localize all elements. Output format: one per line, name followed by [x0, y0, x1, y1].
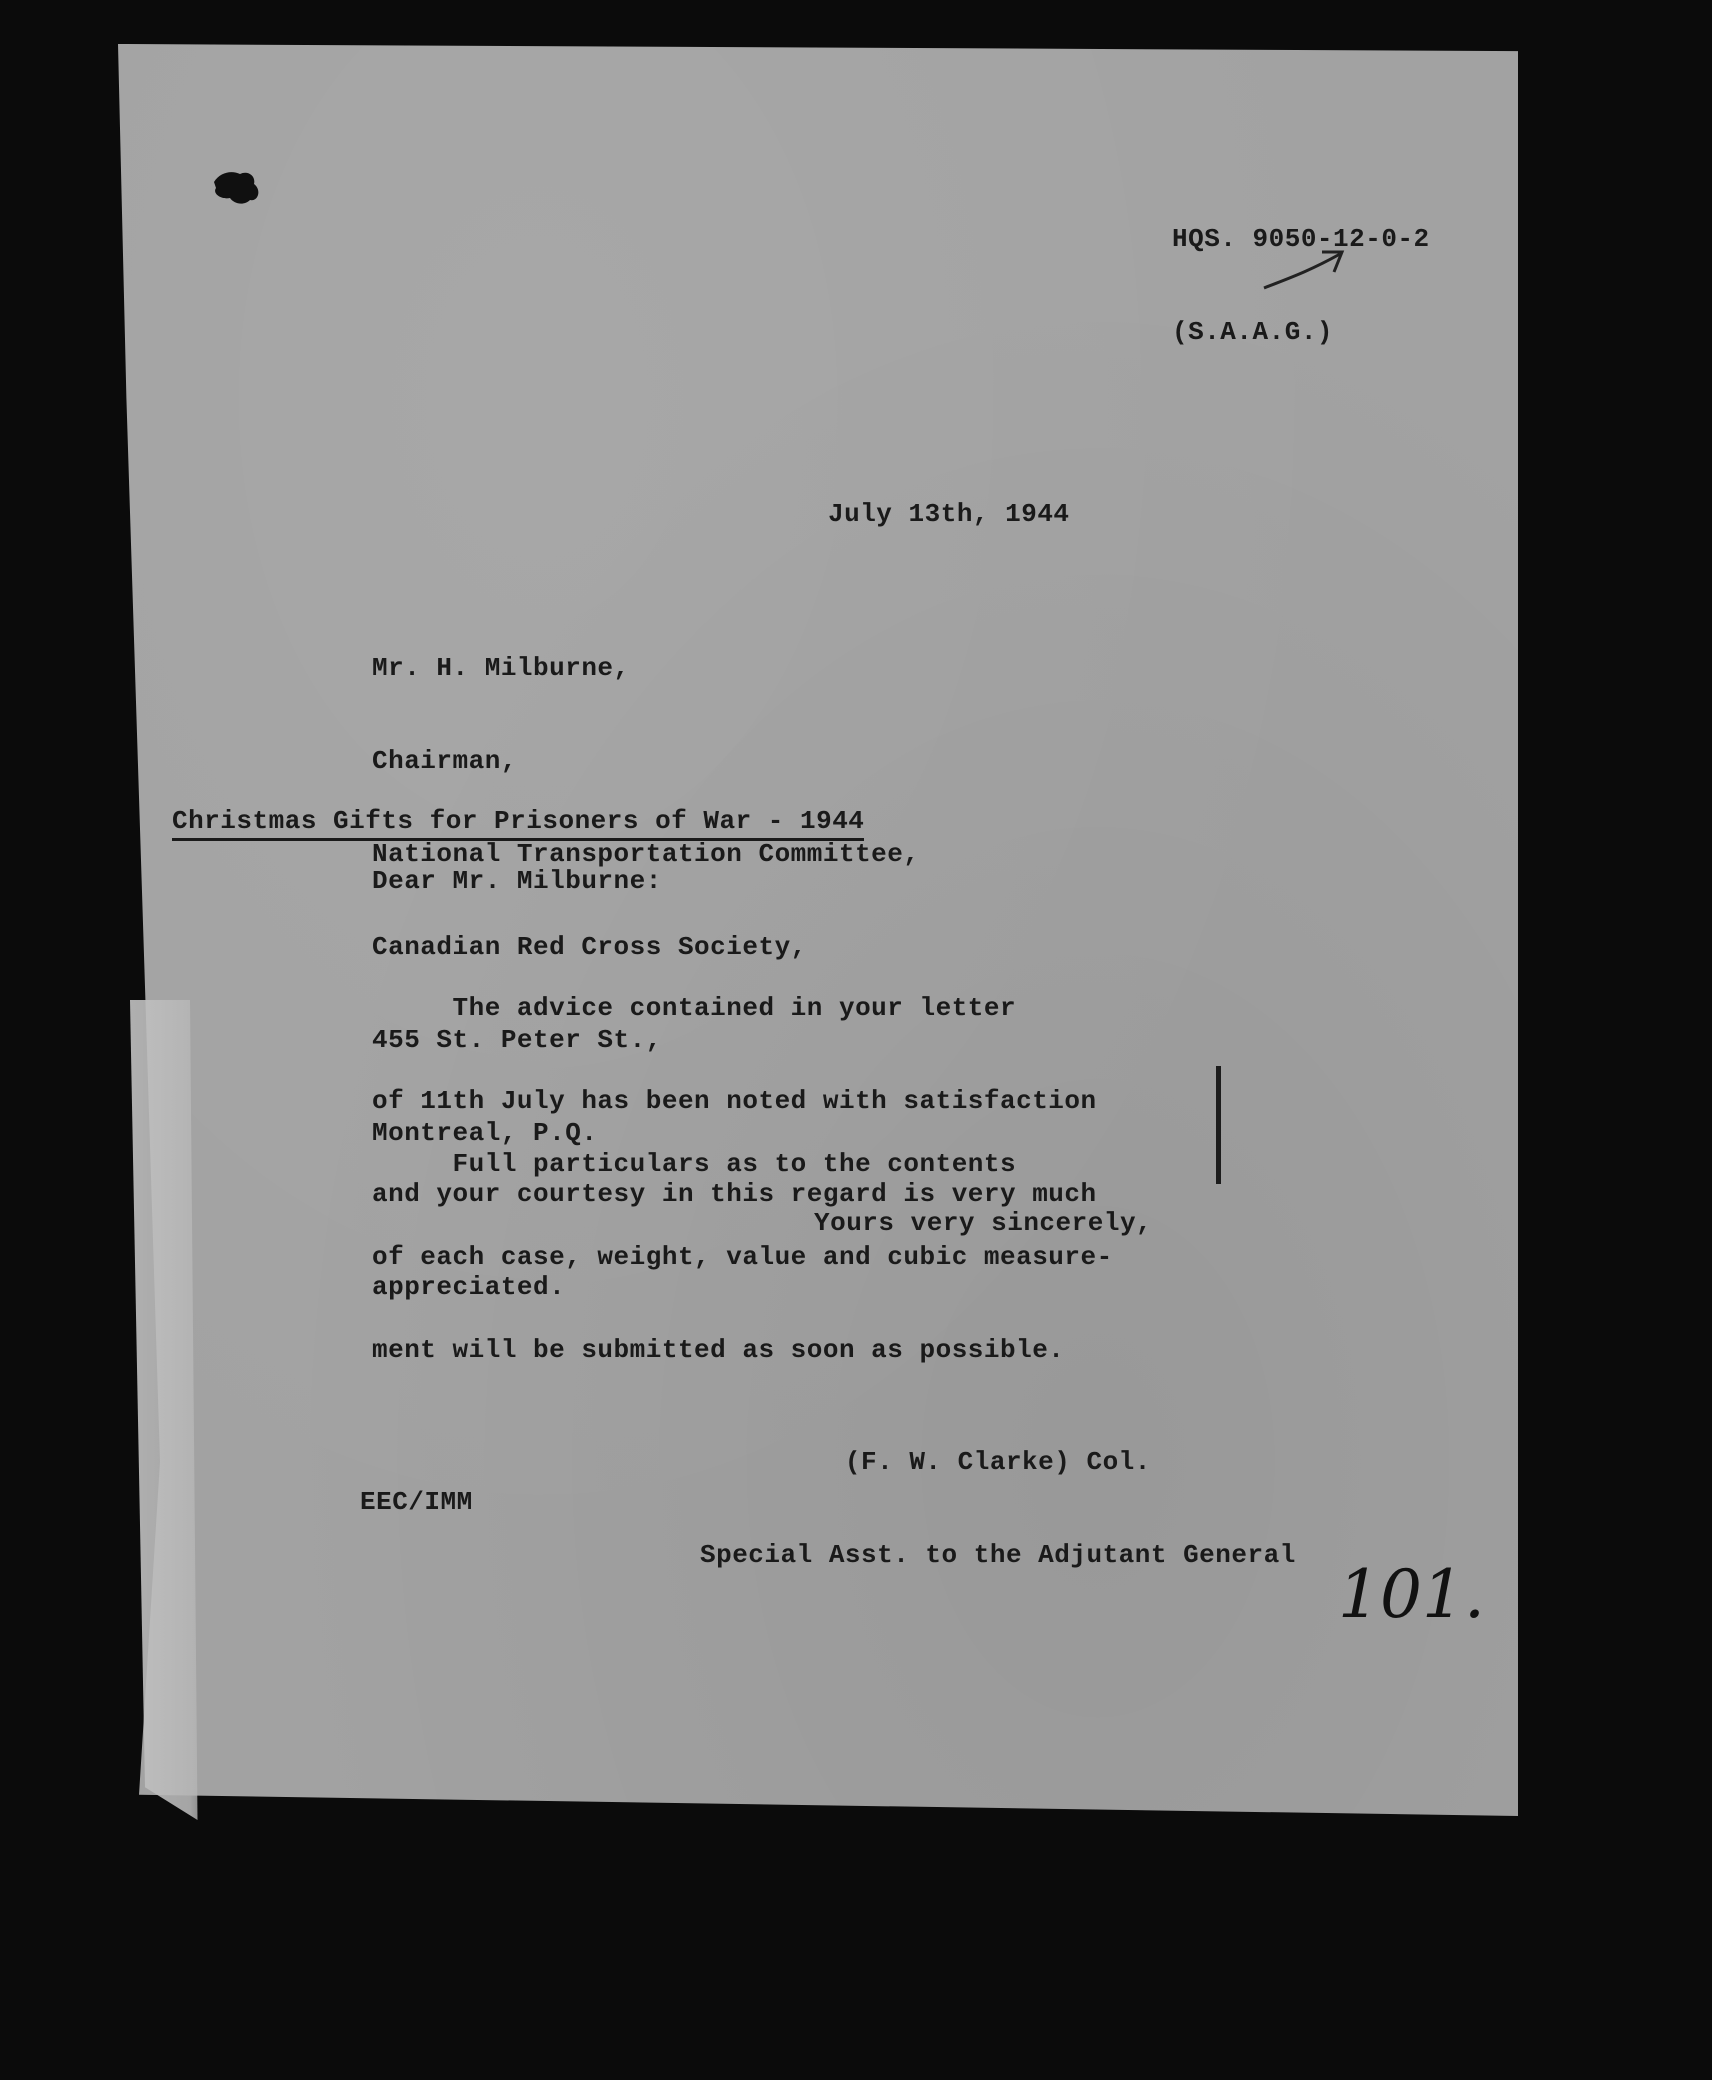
- body-line: of each case, weight, value and cubic measure-: [372, 1242, 1113, 1272]
- signature-block: [700, 1385, 1296, 1633]
- ink-blot-mark: [210, 168, 266, 208]
- body-paragraph-2: [372, 1087, 1192, 1428]
- handwritten-arrow-mark: [1260, 244, 1352, 294]
- signatory-name: (F. W. Clarke) Col.: [700, 1447, 1151, 1477]
- recipient-line: Mr. H. Milburne,: [372, 653, 630, 683]
- recipient-line: Canadian Red Cross Society,: [372, 932, 807, 962]
- typist-initials: EEC/IMM: [360, 1487, 473, 1517]
- recipient-line: National Transportation Committee,: [372, 839, 920, 869]
- body-line: The advice contained in your letter: [372, 993, 1017, 1023]
- margin-mark-line: [1216, 1066, 1221, 1184]
- file-reference-number: HQS. 9050-12-0-2: [1172, 224, 1430, 254]
- letter-date: July 13th, 1944: [828, 499, 1070, 529]
- recipient-line: 455 St. Peter St.,: [372, 1025, 662, 1055]
- signatory-title: Special Asst. to the Adjutant General: [700, 1540, 1296, 1570]
- body-line: of 11th July has been noted with satisfaction: [372, 1086, 1097, 1116]
- closing: Yours very sincerely,: [814, 1208, 1153, 1238]
- body-line: appreciated.: [372, 1272, 566, 1302]
- body-line: and your courtesy in this regard is very much: [372, 1179, 1097, 1209]
- body-line: ment will be submitted as soon as possible.: [372, 1335, 1065, 1365]
- recipient-line: Montreal, P.Q.: [372, 1118, 598, 1148]
- recipient-line: Chairman,: [372, 746, 517, 776]
- body-line: Full particulars as to the contents: [372, 1149, 1017, 1179]
- file-reference-office: (S.A.A.G.): [1172, 317, 1334, 347]
- subject-line: Christmas Gifts for Prisoners of War - 1944: [172, 806, 864, 841]
- salutation: Dear Mr. Milburne:: [372, 866, 662, 896]
- handwritten-page-number: 101.: [1338, 1556, 1485, 1633]
